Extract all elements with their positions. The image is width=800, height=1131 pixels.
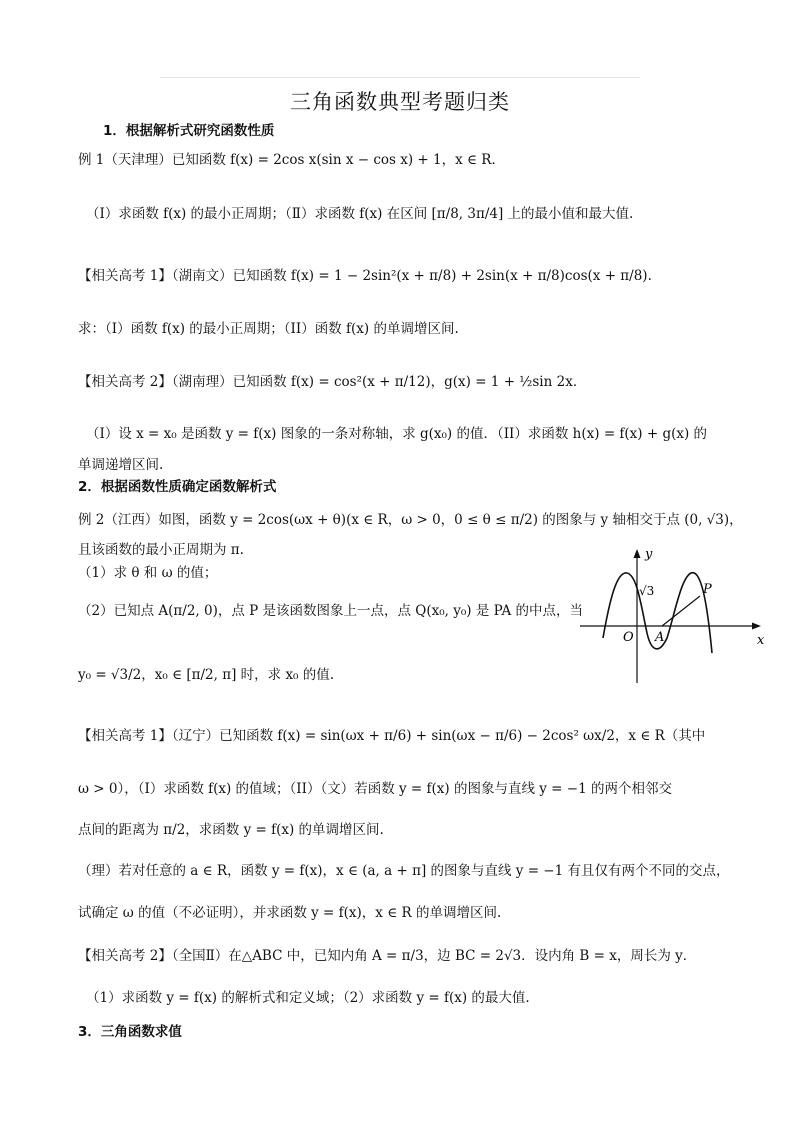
related-exam-3-line-3: 点间的距离为 π/2，求函数 y = f(x) 的单调增区间. bbox=[78, 822, 384, 838]
related-exam-3-line-1: 【相关高考 1】（辽宁）已知函数 f(x) = sin(ωx + π/6) + sin(ωx − π/6) − 2cos² ωx/2，x ∈ R（其中 bbox=[78, 728, 706, 744]
x-axis-label: x bbox=[757, 633, 765, 648]
related-exam-2: 【相关高考 2】（湖南理）已知函数 f(x) = cos²(x + π/12)，g(x) = 1 + ½sin 2x． bbox=[78, 374, 587, 390]
section-heading-1: 1．根据解析式研究函数性质 bbox=[103, 123, 275, 139]
related-exam-3-line-2: ω > 0），（I）求函数 f(x) 的值域；（II）（文）若函数 y = f(x) 的图象与直线 y = −1 的两个相邻交 bbox=[78, 781, 672, 797]
example-2-line-4: （2）已知点 A(π/2, 0)，点 P 是该函数图象上一点，点 Q(x₀, y₀) 是 PA 的中点，当 bbox=[78, 603, 584, 619]
example-1-question: （Ⅰ）求函数 f(x) 的最小正周期；（Ⅱ）求函数 f(x) 在区间 [π/8, 3π/4] 上的最小值和最大值. bbox=[86, 206, 634, 222]
point-p-label: P bbox=[703, 582, 712, 597]
related-exam-1-question: 求：（I）函数 f(x) 的最小正周期；（II）函数 f(x) 的单调增区间. bbox=[78, 321, 459, 337]
segment-pa bbox=[662, 596, 700, 626]
related-exam-2-question-1: （I）设 x = x₀ 是函数 y = f(x) 图象的一条对称轴，求 g(x₀) 的值．（II）求函数 h(x) = f(x) + g(x) 的 bbox=[86, 426, 708, 442]
sqrt3-label: √3 bbox=[639, 584, 655, 598]
cosine-graph-figure bbox=[575, 543, 770, 686]
example-2-line-3: （1）求 θ 和 ω 的值； bbox=[78, 565, 218, 581]
y-axis-label: y bbox=[645, 547, 653, 562]
related-exam-1: 【相关高考 1】（湖南文）已知函数 f(x) = 1 − 2sin²(x + π/8) + 2sin(x + π/8)cos(x + π/8). bbox=[78, 268, 652, 284]
origin-label: O bbox=[623, 630, 634, 645]
section-heading-2: 2．根据函数性质确定函数解析式 bbox=[78, 479, 277, 495]
example-1: 例 1（天津理）已知函数 f(x) = 2cos x(sin x − cos x) + 1，x ∈ R． bbox=[78, 152, 505, 168]
page-title: 三角函数典型考题归类 bbox=[290, 90, 510, 114]
section-heading-3: 3．三角函数求值 bbox=[78, 1024, 182, 1040]
point-a-label: A bbox=[655, 630, 665, 645]
y-axis-arrow bbox=[634, 549, 641, 558]
example-2-line-1: 例 2（江西）如图，函数 y = 2cos(ωx + θ)(x ∈ R，ω > 0，0 ≤ θ ≤ π/2) 的图象与 y 轴相交于点 (0, √3)， bbox=[78, 512, 743, 528]
example-2-line-2: 且该函数的最小正周期为 π. bbox=[78, 542, 244, 558]
header-rule bbox=[160, 77, 640, 78]
related-exam-3-line-5: 试确定 ω 的值（不必证明），并求函数 y = f(x)，x ∈ R 的单调增区间. bbox=[78, 905, 502, 921]
example-2-line-5: y₀ = √3/2，x₀ ∈ [π/2, π] 时，求 x₀ 的值. bbox=[78, 667, 335, 683]
related-exam-2-question-2: 单调递增区间. bbox=[78, 457, 164, 473]
cosine-graph-svg bbox=[575, 543, 770, 686]
related-exam-4-question: （1）求函数 y = f(x) 的解析式和定义域；（2）求函数 y = f(x) 的最大值. bbox=[86, 990, 530, 1006]
related-exam-4: 【相关高考 2】（全国Ⅱ）在△ABC 中，已知内角 A = π/3，边 BC = 2√3．设内角 B = x，周长为 y． bbox=[78, 948, 697, 964]
x-axis-arrow bbox=[752, 623, 761, 630]
related-exam-3-line-4: （理）若对任意的 a ∈ R，函数 y = f(x)，x ∈ (a, a + π] 的图象与直线 y = −1 有且仅有两个不同的交点， bbox=[78, 863, 730, 879]
